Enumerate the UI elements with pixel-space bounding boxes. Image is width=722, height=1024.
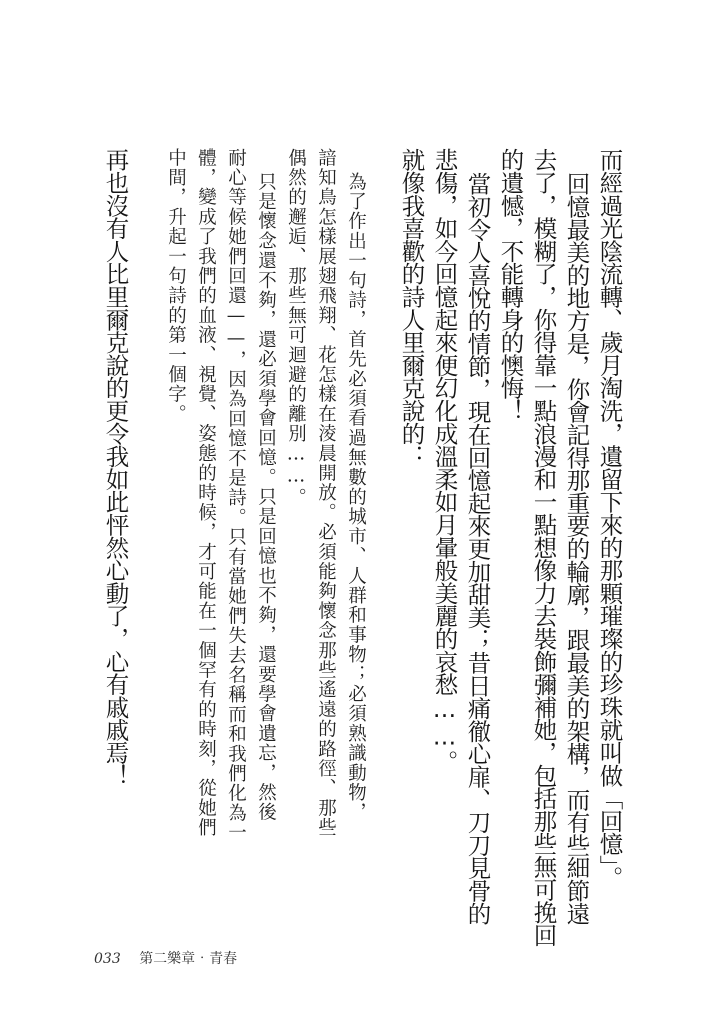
text-column: 而經過光陰流轉、歲月淘洗，遺留下來的那顆璀璨的珍珠就叫做「回憶」。 (595, 148, 624, 889)
quote-column: 為了作出一句詩，首先必須看過無數的城市、人群和事物；必須熟識動物， (345, 172, 367, 823)
text-column: 就像我喜歡的詩人里爾克說的： (397, 148, 426, 468)
page-footer (94, 948, 237, 968)
text-column: 當初令人喜悅的情節，現在回憶起來更加甜美；昔日痛徹心扉、刀刀見骨的 (463, 172, 492, 925)
text-column: 悲傷，如今回憶起來便幻化成溫柔如月暈般美麗的哀愁……。 (430, 148, 459, 773)
text-column: 回憶最美的地方是，你會記得那重要的輪廓，跟最美的架構，而有些細節遠 (562, 172, 591, 925)
quote-column: 偶然的邂逅、那些無可迴避的離別……。 (285, 148, 307, 508)
quote-column: 耐心等候她們回還——，因為回憶不是詩。只有當她們失去名稱而和我們化為一 (225, 148, 247, 843)
quote-column: 中間，升起一句詩的第一個字。 (165, 148, 187, 424)
text-column: 的遺憾，不能轉身的懊悔！ (496, 148, 525, 422)
quote-column: 體，變成了我們的血液、視覺、姿態的時候，才可能在一個罕有的時刻，從她們 (195, 148, 217, 838)
chapter-title: 第二樂章‧青春 (139, 951, 238, 967)
quote-column: 諳知鳥怎樣展翅飛翔、花怎樣在淩晨開放。必須能夠懷念那些遙遠的路徑、那些 (315, 148, 337, 838)
text-column: 去了，模糊了，你得靠一點浪漫和一點想像力去裝飾彌補她，包括那些無可挽回 (529, 148, 558, 947)
quote-column: 只是懷念還不夠，還必須學會回憶。只是回憶也不夠，還要學會遺忘，然後 (255, 172, 277, 823)
text-column: 再也沒有人比里爾克說的更令我如此怦然心動了，心有戚戚焉！ (101, 148, 130, 787)
page-number: 033 (94, 951, 121, 967)
